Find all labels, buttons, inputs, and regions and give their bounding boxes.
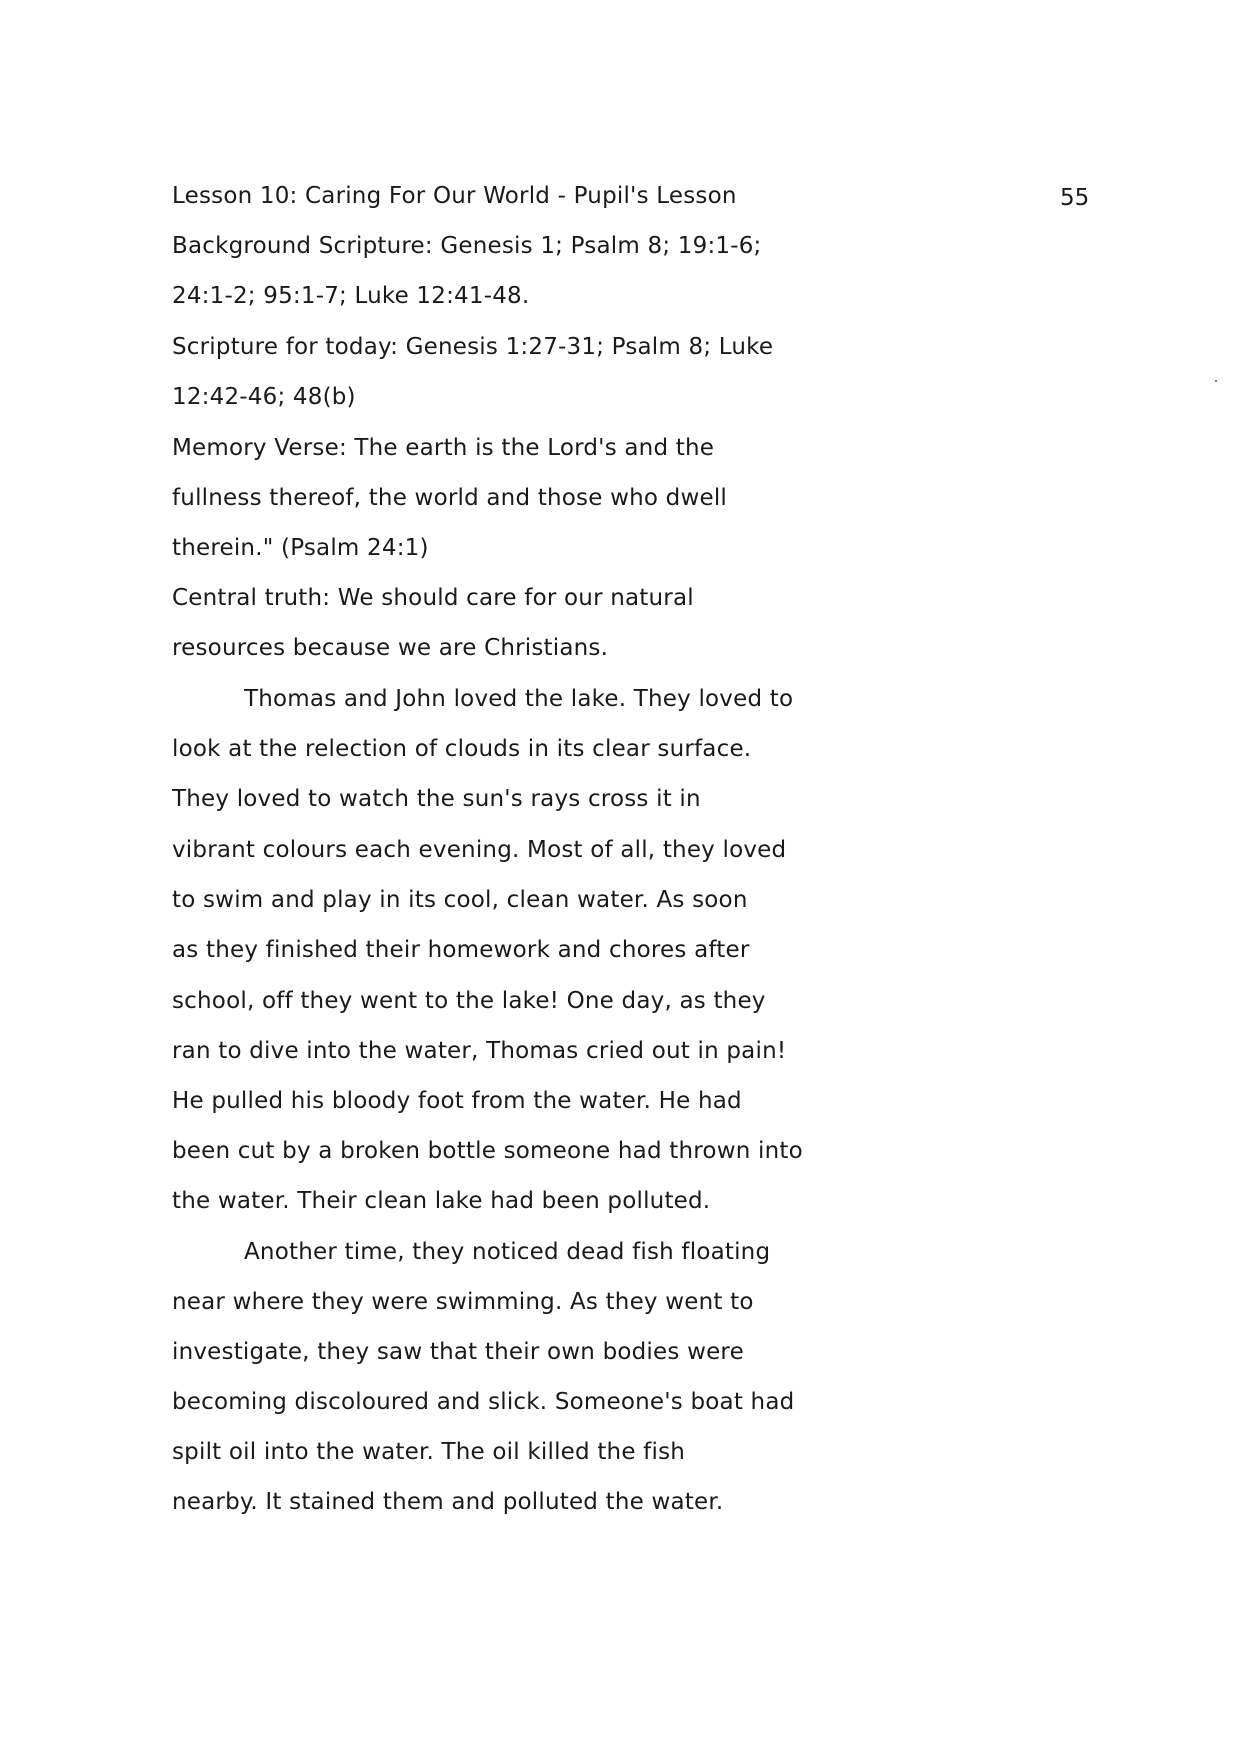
paragraph1-line: the water. Their clean lake had been polluted.: [172, 1188, 711, 1214]
memory-verse-line-2: fullness thereof, the world and those who dwell: [172, 485, 727, 511]
scripture-today-line-1: Scripture for today: Genesis 1:27-31; Psalm 8; Luke: [172, 334, 774, 360]
memory-verse-line-3: therein." (Psalm 24:1): [172, 535, 429, 561]
memory-verse-line-1: Memory Verse: The earth is the Lord's and the: [172, 435, 715, 461]
paragraph1-line: He pulled his bloody foot from the water. He had: [172, 1088, 742, 1114]
paragraph2-line: spilt oil into the water. The oil killed the fish: [172, 1439, 686, 1465]
background-scripture-line-1: Background Scripture: Genesis 1; Psalm 8; 19:1-6;: [172, 233, 762, 259]
page-number: 55: [1060, 185, 1090, 211]
paragraph2-line: near where they were swimming. As they went to: [172, 1289, 754, 1315]
paragraph2-line: nearby. It stained them and polluted the water.: [172, 1489, 724, 1515]
paragraph1-line: look at the relection of clouds in its clear surface.: [172, 736, 752, 762]
paragraph1-line: been cut by a broken bottle someone had thrown into: [172, 1138, 803, 1164]
paragraph1-line: vibrant colours each evening. Most of all, they loved: [172, 837, 787, 863]
paragraph1-line: to swim and play in its cool, clean water. As soon: [172, 887, 748, 913]
paragraph2-line: becoming discoloured and slick. Someone's boat had: [172, 1389, 795, 1415]
lesson-title: Lesson 10: Caring For Our World - Pupil's Lesson: [172, 183, 737, 209]
central-truth-line-2: resources because we are Christians.: [172, 635, 609, 661]
paragraph1-line: Thomas and John loved the lake. They loved to: [244, 686, 794, 712]
paragraph1-line: They loved to watch the sun's rays cross it in: [172, 786, 701, 812]
scan-speck: [1215, 380, 1217, 382]
paragraph1-line: school, off they went to the lake! One day, as they: [172, 988, 766, 1014]
paragraph2-line: investigate, they saw that their own bodies were: [172, 1339, 744, 1365]
paragraph2-line: Another time, they noticed dead fish floating: [244, 1239, 771, 1265]
scripture-today-line-2: 12:42-46; 48(b): [172, 384, 356, 410]
central-truth-line-1: Central truth: We should care for our natural: [172, 585, 694, 611]
paragraph1-line: ran to dive into the water, Thomas cried out in pain!: [172, 1038, 787, 1064]
paragraph1-line: as they finished their homework and chores after: [172, 937, 750, 963]
background-scripture-line-2: 24:1-2; 95:1-7; Luke 12:41-48.: [172, 283, 530, 309]
